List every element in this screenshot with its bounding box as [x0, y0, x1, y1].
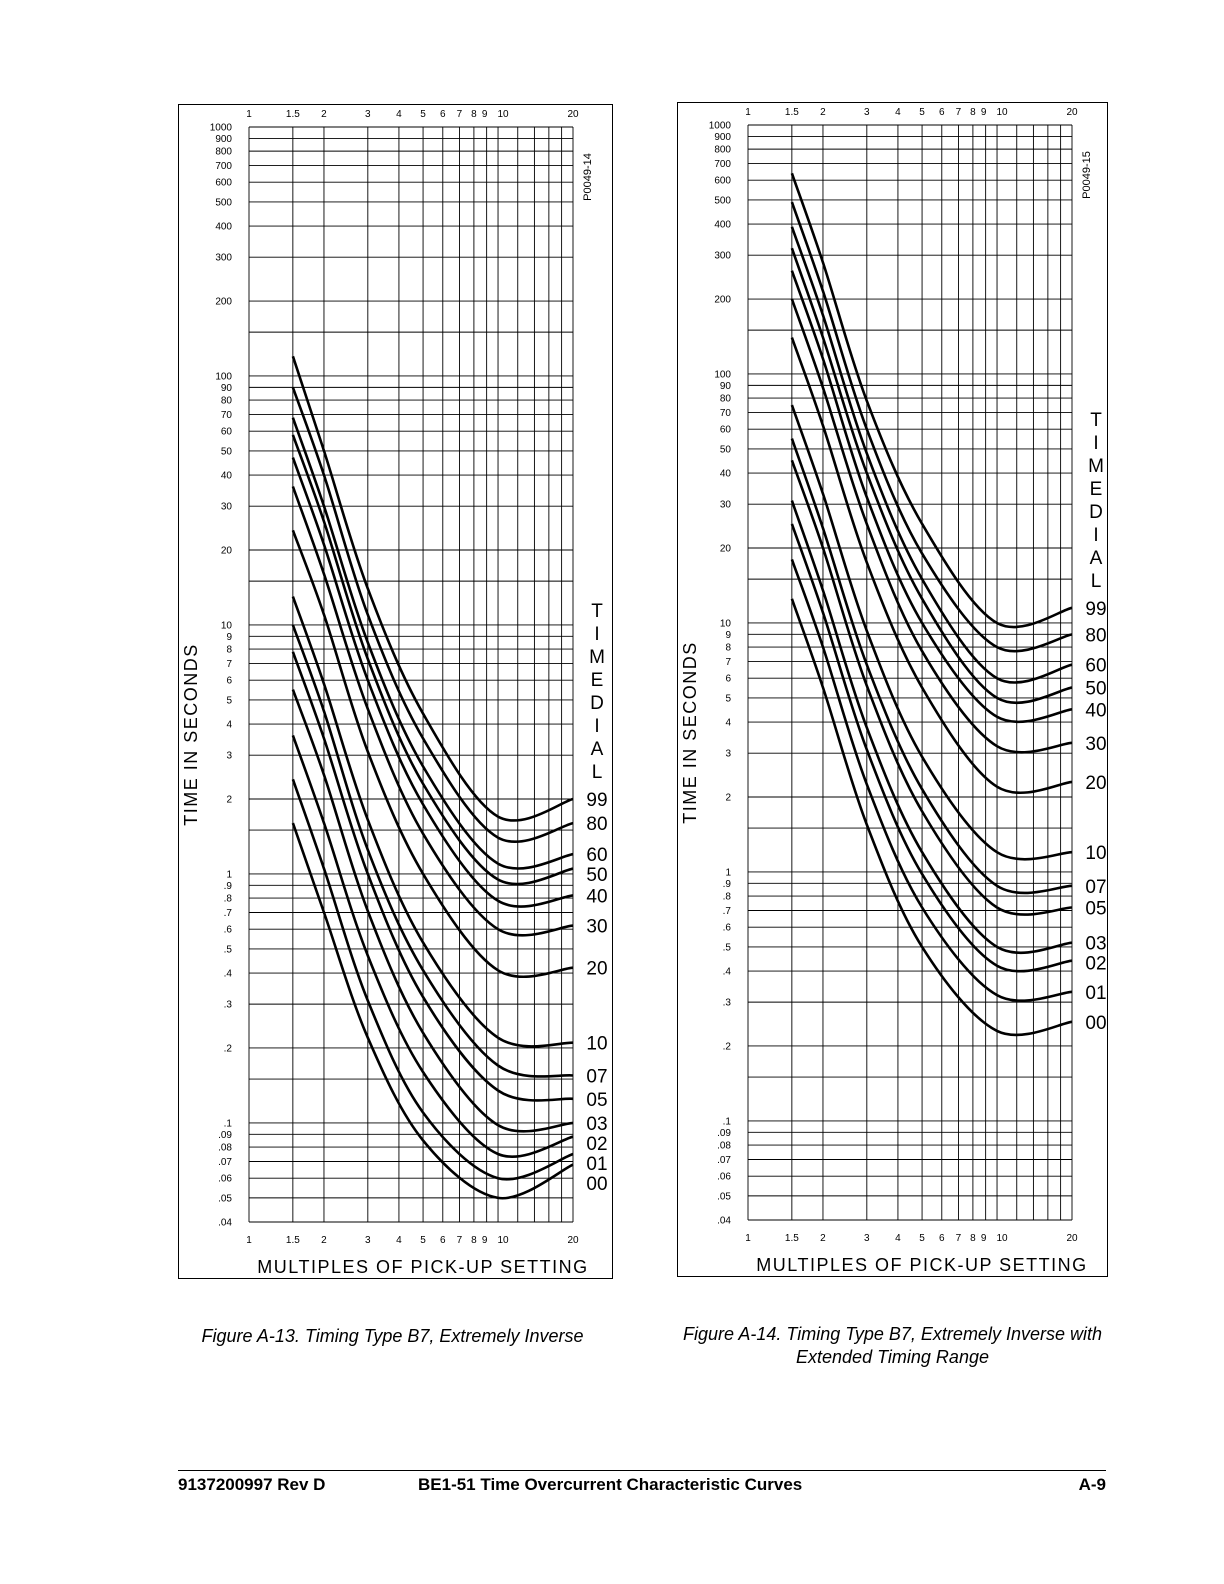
chart13-x-tick-label-bottom: 20: [567, 1235, 579, 1246]
chart13-x-tick-label-top: 9: [481, 109, 488, 120]
chart13-y-axis-label: TIME IN SECONDS: [181, 643, 201, 826]
chart13-x-tick-label-bottom: 1: [246, 1235, 252, 1246]
chart13-y-tick-label: .7: [223, 908, 232, 920]
chart13-legend-title-letter: D: [590, 692, 604, 714]
chart14-y-tick-label: 400: [714, 219, 731, 231]
chart13-legend-title-letter: L: [591, 761, 603, 783]
chart13-x-tick-label-bottom: 2: [321, 1235, 327, 1246]
chart14-y-tick-label: .6: [722, 922, 731, 934]
chart14-y-tick-label: 800: [714, 144, 731, 156]
chart13-y-tick-label: 20: [220, 545, 232, 557]
chart14-x-tick-label-bottom: 20: [1066, 1233, 1078, 1244]
chart14-legend-title-letter: T: [1090, 409, 1102, 431]
chart13-x-tick-label-top: 6: [440, 109, 446, 120]
chart13-y-tick-label: 900: [215, 133, 232, 145]
chart13-y-tick-label: .8: [223, 893, 232, 905]
chart14-legend-title-letter: D: [1089, 501, 1103, 523]
chart13-dial-label-07: 07: [586, 1066, 608, 1088]
chart-a14-plot: [678, 103, 1107, 1276]
chart13-y-tick-label: 90: [220, 382, 232, 394]
chart14-y-tick-label: 90: [719, 380, 731, 392]
chart14-y-tick-label: 8: [725, 642, 731, 654]
chart14-x-tick-label-bottom: 3: [864, 1233, 870, 1244]
chart13-legend-title-letter: I: [594, 715, 600, 737]
chart14-dial-label-20: 20: [1085, 772, 1107, 794]
chart13-y-tick-label: .1: [223, 1118, 232, 1130]
chart14-y-tick-label: 50: [719, 444, 731, 456]
chart13-y-tick-label: 80: [220, 395, 232, 407]
figure-caption-a13: Figure A-13. Timing Type B7, Extremely Inverse: [201, 1326, 584, 1346]
chart14-y-tick-label: 300: [714, 250, 731, 262]
chart13-x-tick-label-top: 5: [420, 109, 426, 120]
chart14-dial-label-03: 03: [1085, 933, 1107, 955]
chart13-y-tick-label: 40: [220, 470, 232, 482]
chart14-x-tick-label-top: 1: [745, 107, 751, 118]
chart13-dial-label-02: 02: [586, 1133, 608, 1155]
chart14-x-tick-label-bottom: 1: [745, 1233, 751, 1244]
chart13-y-tick-label: 6: [226, 675, 232, 687]
chart14-y-tick-label: 4: [725, 717, 731, 729]
chart13-y-tick-label: 700: [215, 161, 232, 173]
chart14-y-tick-label: 600: [714, 175, 731, 187]
chart13-y-tick-label: 5: [226, 695, 232, 707]
chart13-y-tick-label: 10: [220, 620, 232, 632]
chart13-y-tick-label: .9: [223, 880, 232, 892]
chart14-y-tick-label: 9: [725, 629, 731, 641]
chart14-y-tick-label: 100: [714, 369, 731, 381]
chart14-dial-label-60: 60: [1085, 655, 1107, 677]
chart14-y-tick-label: .09: [717, 1127, 731, 1139]
chart14-x-tick-label-top: 10: [996, 107, 1008, 118]
chart14-y-tick-label: 70: [719, 408, 731, 420]
chart13-dial-label-20: 20: [586, 958, 608, 980]
chart14-y-tick-label: 200: [714, 294, 731, 306]
chart13-y-tick-label: 70: [220, 410, 232, 422]
chart14-dial-label-30: 30: [1085, 733, 1107, 755]
chart13-legend-title-letter: A: [590, 738, 604, 760]
chart14-y-tick-label: .08: [717, 1140, 731, 1152]
chart13-y-tick-label: 400: [215, 221, 232, 233]
chart14-legend-title-letter: I: [1093, 432, 1099, 454]
chart13-y-tick-label: 9: [226, 631, 232, 643]
page-footer: [178, 1470, 1106, 1494]
chart14-x-tick-label-top: 7: [955, 107, 962, 118]
chart14-dial-label-01: 01: [1085, 982, 1107, 1004]
chart14-y-tick-label: 60: [719, 424, 731, 436]
chart13-dial-label-03: 03: [586, 1113, 608, 1135]
chart13-y-tick-label: .2: [223, 1043, 232, 1055]
chart13-x-tick-label-bottom: 5: [420, 1235, 426, 1246]
chart13-y-tick-label: .07: [218, 1156, 232, 1168]
chart14-y-tick-label: 1000: [708, 120, 731, 132]
chart-a13-plot: [179, 105, 612, 1278]
chart14-x-tick-label-top: 3: [864, 107, 870, 118]
chart14-dial-label-50: 50: [1085, 678, 1107, 700]
chart14-y-tick-label: 5: [725, 693, 731, 705]
chart14-y-tick-label: .3: [722, 997, 731, 1009]
chart14-legend-title-letter: E: [1089, 478, 1103, 500]
chart13-drawing-id: P0049-14: [582, 153, 594, 201]
chart14-y-tick-label: .4: [722, 966, 731, 978]
chart13-x-tick-label-bottom: 9: [481, 1235, 488, 1246]
chart14-dial-label-10: 10: [1085, 843, 1107, 865]
chart13-y-tick-label: 800: [215, 146, 232, 158]
chart14-x-tick-label-top: 20: [1066, 107, 1078, 118]
chart14-x-tick-label-bottom: 6: [939, 1233, 945, 1244]
chart13-x-tick-label-top: 10: [497, 109, 509, 120]
chart14-x-tick-label-top: 8: [970, 107, 976, 118]
chart14-x-tick-label-top: 2: [820, 107, 826, 118]
chart14-dial-label-02: 02: [1085, 953, 1107, 975]
chart13-x-tick-label-top: 8: [471, 109, 477, 120]
chart14-y-tick-label: 6: [725, 673, 731, 685]
chart13-x-tick-label-bottom: 10: [497, 1235, 509, 1246]
chart13-dial-label-99: 99: [586, 789, 608, 811]
chart13-y-tick-label: 1000: [209, 122, 232, 134]
chart14-y-tick-label: .7: [722, 906, 731, 918]
chart13-y-tick-label: 30: [220, 501, 232, 513]
footer-page-number: A-9: [1078, 1475, 1106, 1494]
chart14-x-tick-label-top: 5: [919, 107, 925, 118]
chart14-y-tick-label: .07: [717, 1154, 731, 1166]
chart14-legend-title-letter: L: [1090, 570, 1102, 592]
chart13-y-tick-label: .04: [218, 1217, 232, 1229]
chart13-y-tick-label: 500: [215, 197, 232, 209]
chart13-dial-label-50: 50: [586, 865, 608, 887]
footer-title: BE1-51 Time Overcurrent Characteristic Curves: [418, 1475, 803, 1494]
chart-a14: [677, 102, 1108, 1277]
chart13-x-tick-label-top: 4: [396, 109, 402, 120]
chart14-y-tick-label: .2: [722, 1041, 731, 1053]
chart14-legend-title-letter: A: [1089, 547, 1103, 569]
chart13-y-tick-label: .09: [218, 1129, 232, 1141]
figure-caption-a14: Figure A-14. Timing Type B7, Extremely Inverse with Extended Timing Range: [683, 1324, 1102, 1367]
chart14-dial-label-05: 05: [1085, 898, 1107, 920]
chart14-y-tick-label: 40: [719, 468, 731, 480]
chart14-x-tick-label-bottom: 4: [895, 1233, 901, 1244]
chart14-y-tick-label: 20: [719, 543, 731, 555]
chart13-y-tick-label: 4: [226, 719, 232, 731]
chart13-dial-label-05: 05: [586, 1089, 608, 1111]
chart14-y-tick-label: 700: [714, 159, 731, 171]
chart14-drawing-id: P0049-15: [1081, 151, 1093, 199]
chart14-x-tick-label-bottom: 8: [970, 1233, 976, 1244]
chart13-legend-title-letter: M: [589, 646, 605, 668]
chart13-dial-label-80: 80: [586, 814, 608, 836]
chart14-y-tick-label: 900: [714, 131, 731, 143]
chart13-y-tick-label: 7: [226, 659, 232, 671]
chart13-legend-title-letter: E: [590, 669, 604, 691]
chart14-y-tick-label: .04: [717, 1215, 731, 1227]
footer-doc-number: 9137200997 Rev D: [178, 1475, 326, 1494]
chart14-dial-label-00: 00: [1085, 1012, 1107, 1034]
chart14-x-tick-label-bottom: 7: [955, 1233, 962, 1244]
chart14-y-tick-label: 10: [719, 618, 731, 630]
chart14-x-tick-label-bottom: 9: [980, 1233, 987, 1244]
chart13-x-tick-label-bottom: 3: [365, 1235, 371, 1246]
chart13-dial-label-30: 30: [586, 916, 608, 938]
chart14-x-tick-label-bottom: 1.5: [784, 1233, 799, 1244]
chart14-y-tick-label: .06: [717, 1171, 731, 1183]
chart13-y-tick-label: 3: [226, 750, 232, 762]
chart14-y-tick-label: .5: [722, 942, 731, 954]
chart14-dial-label-99: 99: [1085, 598, 1107, 620]
chart13-x-tick-label-top: 3: [365, 109, 371, 120]
chart-a13: [178, 104, 613, 1279]
chart14-x-tick-label-top: 1.5: [784, 107, 799, 118]
chart13-y-tick-label: 200: [215, 296, 232, 308]
chart14-y-tick-label: .05: [717, 1191, 731, 1203]
chart14-y-tick-label: .8: [722, 891, 731, 903]
chart13-legend-title-letter: I: [594, 623, 600, 645]
chart13-y-tick-label: 50: [220, 446, 232, 458]
chart13-x-tick-label-top: 1: [246, 109, 252, 120]
chart13-y-tick-label: .3: [223, 999, 232, 1011]
chart14-x-axis-label: MULTIPLES OF PICK-UP SETTING: [756, 1255, 1088, 1275]
chart13-y-tick-label: .6: [223, 924, 232, 936]
chart14-y-axis-label: TIME IN SECONDS: [680, 641, 700, 824]
chart13-dial-label-60: 60: [586, 845, 608, 867]
chart13-y-tick-label: .5: [223, 944, 232, 956]
chart13-x-tick-label-bottom: 4: [396, 1235, 402, 1246]
chart13-x-tick-label-top: 1.5: [285, 109, 300, 120]
chart14-curve-dial-02: [792, 524, 1072, 971]
chart13-y-tick-label: 60: [220, 426, 232, 438]
chart14-y-tick-label: 500: [714, 195, 731, 207]
chart14-legend-title-letter: M: [1088, 455, 1104, 477]
chart13-x-tick-label-top: 2: [321, 109, 327, 120]
chart13-y-tick-label: .06: [218, 1173, 232, 1185]
chart14-legend-title-letter: I: [1093, 524, 1099, 546]
chart13-dial-label-10: 10: [586, 1033, 608, 1055]
chart14-x-tick-label-top: 9: [980, 107, 987, 118]
chart13-x-tick-label-bottom: 1.5: [285, 1235, 300, 1246]
chart13-dial-label-40: 40: [586, 886, 608, 908]
chart13-y-tick-label: 300: [215, 252, 232, 264]
chart14-dial-label-80: 80: [1085, 625, 1107, 647]
chart13-dial-label-00: 00: [586, 1173, 608, 1195]
chart13-x-tick-label-bottom: 8: [471, 1235, 477, 1246]
chart13-y-tick-label: 600: [215, 177, 232, 189]
chart14-x-tick-label-bottom: 2: [820, 1233, 826, 1244]
chart13-y-tick-label: 1: [226, 869, 232, 881]
chart13-y-tick-label: 2: [226, 794, 232, 806]
chart14-y-tick-label: 80: [719, 393, 731, 405]
chart13-y-tick-label: 100: [215, 371, 232, 383]
chart13-x-tick-label-top: 20: [567, 109, 579, 120]
chart13-legend-title-letter: T: [591, 600, 603, 622]
chart13-y-tick-label: .4: [223, 968, 232, 980]
chart14-y-tick-label: .9: [722, 878, 731, 890]
chart14-x-tick-label-top: 4: [895, 107, 901, 118]
chart14-y-tick-label: 2: [725, 792, 731, 804]
chart14-curve-dial-40: [792, 271, 1072, 722]
chart14-y-tick-label: 7: [725, 657, 731, 669]
chart13-x-tick-label-top: 7: [456, 109, 463, 120]
chart13-dial-label-01: 01: [586, 1153, 608, 1175]
chart13-x-axis-label: MULTIPLES OF PICK-UP SETTING: [257, 1257, 589, 1277]
chart13-x-tick-label-bottom: 7: [456, 1235, 463, 1246]
chart14-y-tick-label: .1: [722, 1116, 731, 1128]
chart13-y-tick-label: 8: [226, 644, 232, 656]
chart14-x-tick-label-bottom: 10: [996, 1233, 1008, 1244]
chart13-x-tick-label-bottom: 6: [440, 1235, 446, 1246]
chart14-x-tick-label-top: 6: [939, 107, 945, 118]
chart14-y-tick-label: 1: [725, 867, 731, 879]
chart14-y-tick-label: 30: [719, 499, 731, 511]
chart14-y-tick-label: 3: [725, 748, 731, 760]
chart13-y-tick-label: .05: [218, 1193, 232, 1205]
chart14-x-tick-label-bottom: 5: [919, 1233, 925, 1244]
chart14-dial-label-40: 40: [1085, 700, 1107, 722]
chart13-y-tick-label: .08: [218, 1142, 232, 1154]
chart14-dial-label-07: 07: [1085, 876, 1107, 898]
